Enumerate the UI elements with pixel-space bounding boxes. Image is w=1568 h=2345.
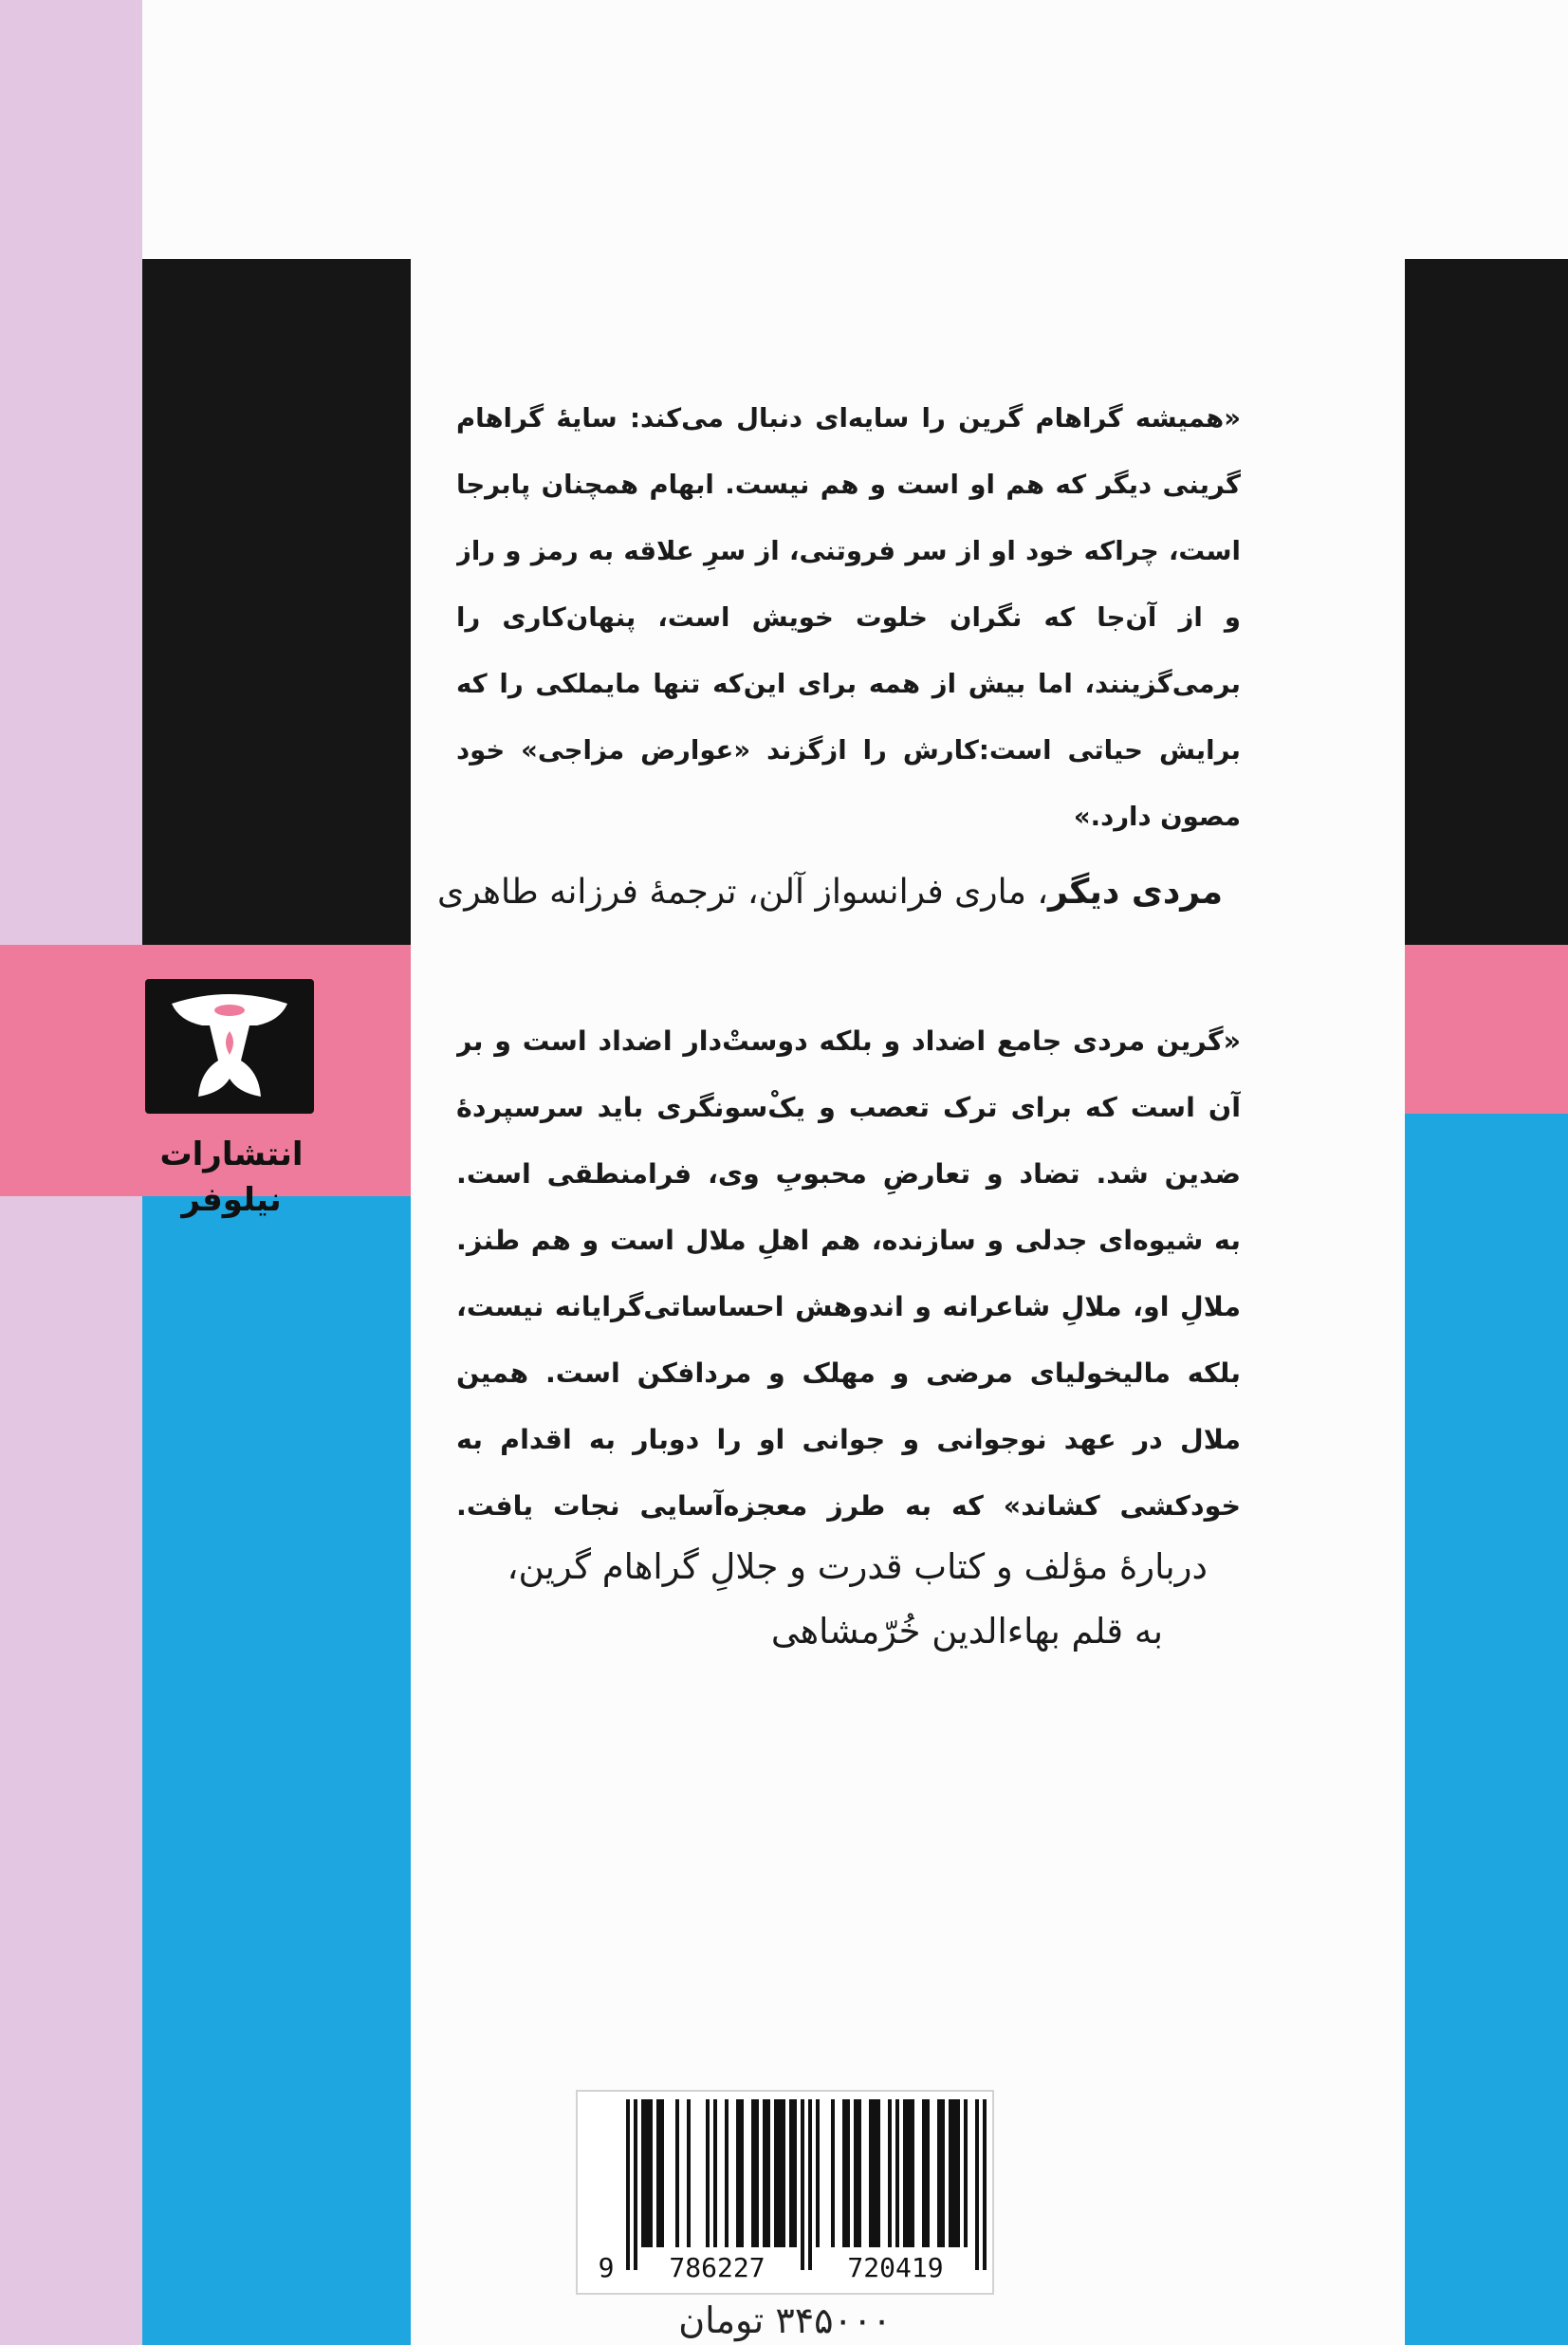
barcode-bar bbox=[888, 2099, 892, 2247]
barcode-guard-bar bbox=[626, 2099, 630, 2270]
quote-block-1 bbox=[456, 385, 1241, 850]
barcode-bar bbox=[854, 2099, 861, 2247]
attribution-1 bbox=[437, 864, 1223, 921]
barcode-bar bbox=[774, 2099, 785, 2247]
barcode-bar bbox=[937, 2099, 945, 2247]
barcode-bar bbox=[656, 2099, 664, 2247]
barcode-guard-bar bbox=[808, 2099, 812, 2270]
barcode-bar bbox=[713, 2099, 717, 2247]
band-blue-left bbox=[142, 1196, 411, 2345]
quote-block-2 bbox=[456, 1008, 1241, 1540]
barcode-bar bbox=[789, 2099, 797, 2247]
barcode-guard-bar bbox=[634, 2099, 637, 2270]
quote-line: «همیشه گراهام گرین را سایه‌ای دنبال می‌کند: سایهٔ گراهام bbox=[456, 403, 1241, 434]
quote-line: آن است که برای ترک تعصب و یکْ‌سونگری باید سرسپردهٔ bbox=[456, 1092, 1241, 1123]
quote-line: گرینی دیگر که هم او است و هم نیست. ابهام همچنان پابرجا bbox=[456, 470, 1241, 500]
barcode-bar bbox=[869, 2099, 880, 2247]
price-label: ۳۴۵۰۰۰ تومان bbox=[678, 2299, 892, 2341]
barcode-bar bbox=[675, 2099, 679, 2247]
barcode-bar bbox=[895, 2099, 899, 2247]
publisher-name: انتشارات نیلوفر bbox=[159, 1136, 304, 1219]
quote-line: «گرین مردی جامع اضداد و بلکه دوستْ‌دار اضداد است و بر bbox=[456, 1025, 1241, 1057]
quote-line: ملال در عهد نوجوانی و جوانی او را دوبار به اقدام به bbox=[456, 1424, 1241, 1455]
barcode-bar bbox=[842, 2099, 850, 2247]
barcode-bar bbox=[725, 2099, 729, 2247]
quote-line: برایش حیاتی است:کارش را ازگزند «عوارض مزاجی» خود bbox=[456, 735, 1241, 766]
barcode-bar bbox=[922, 2099, 930, 2247]
quote-line: به شیوه‌ای جدلی و سازنده، هم اهلِ ملال است و هم طنز. bbox=[456, 1225, 1241, 1256]
barcode-right-digits: 720419 bbox=[847, 2252, 944, 2283]
barcode-bar bbox=[903, 2099, 914, 2247]
band-black-right bbox=[1405, 259, 1568, 945]
quote-line: و از آن‌جا که نگران خلوت خویش است، پنهان‌کاری را bbox=[456, 602, 1241, 633]
barcode-bar bbox=[641, 2099, 653, 2247]
barcode-first-digit: 9 bbox=[598, 2252, 615, 2283]
attribution-book-title: مردی دیگر bbox=[1047, 873, 1223, 912]
barcode-bar bbox=[687, 2099, 691, 2247]
barcode-left-digits: 786227 bbox=[669, 2252, 766, 2283]
barcode-bar bbox=[949, 2099, 960, 2247]
quote-line: ضدین شد. تضاد و تعارضِ محبوبِ وی، فرامنطقی است. bbox=[456, 1158, 1241, 1190]
quote-line: ملالِ او، ملالِ شاعرانه و اندوهش احساساتی‌گرایانه نیست، bbox=[456, 1291, 1241, 1322]
band-pink-right bbox=[1405, 945, 1568, 1114]
band-blue-right bbox=[1405, 1114, 1568, 2345]
barcode-guard-bar bbox=[975, 2099, 979, 2270]
barcode-bar bbox=[751, 2099, 759, 2247]
attribution-2-line: به قلم بهاءالدین خُرّمشاهی bbox=[770, 1611, 1163, 1652]
barcode-bar bbox=[816, 2099, 820, 2247]
quote-line: مصون دارد.» bbox=[1073, 802, 1241, 832]
quote-line: بلکه مالیخولیای مرضی و مهلک و مردافکن است. همین bbox=[456, 1357, 1241, 1389]
barcode-bar bbox=[964, 2099, 968, 2247]
barcode-bar bbox=[763, 2099, 770, 2247]
barcode-bar bbox=[736, 2099, 744, 2247]
band-black-left bbox=[142, 259, 411, 945]
attribution-author-translator: ، ماری فرانسواز آلن، ترجمهٔ فرزانه طاهری bbox=[437, 873, 1048, 912]
barcode-guard-bar bbox=[983, 2099, 987, 2270]
quote-line: است، چراکه خود او از سر فروتنی، از سرِ علاقه به رمز و راز bbox=[456, 536, 1241, 566]
quote-line: خودکشی کشاند» که به طرز معجزه‌آسایی نجات یافت. bbox=[456, 1490, 1241, 1522]
niloofar-logo-icon bbox=[145, 979, 314, 1114]
attribution-2-line: دربارهٔ مؤلف و کتاب قدرت و جلالِ گراهام گرین، bbox=[507, 1546, 1208, 1587]
barcode-guard-bar bbox=[801, 2099, 804, 2270]
barcode-bar bbox=[831, 2099, 835, 2247]
quote-line: برمی‌گزینند، اما بیش از همه برای این‌که تنها مایملکی را که bbox=[456, 669, 1241, 699]
barcode-bar bbox=[706, 2099, 710, 2247]
barcode bbox=[576, 2090, 994, 2295]
